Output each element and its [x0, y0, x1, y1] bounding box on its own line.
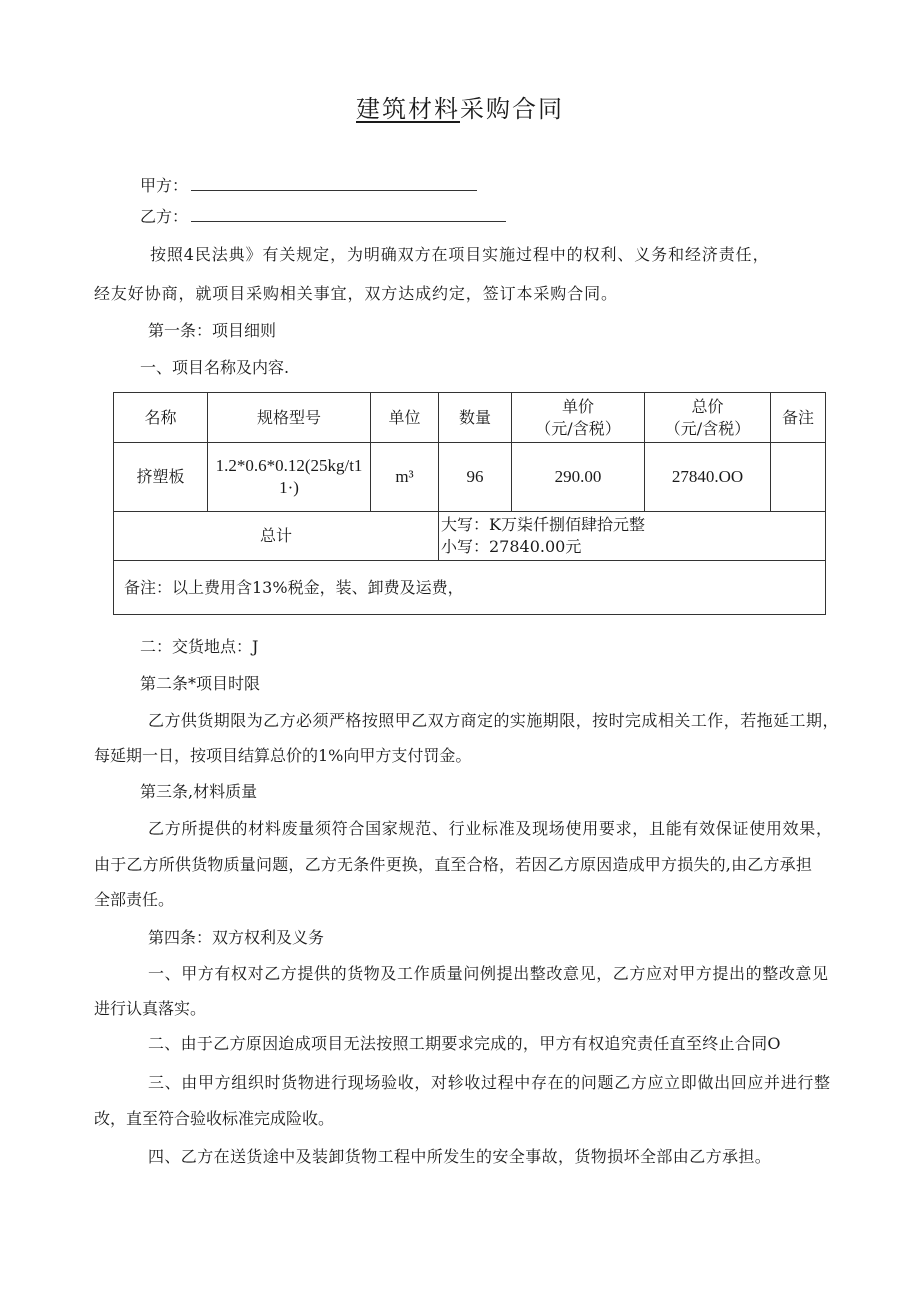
- article-3-heading: 第三条,材料质量: [140, 782, 258, 801]
- article-4-p1-line-1: 一、甲方有权对乙方提供的货物及工作质量问例提出整改意见，乙方应对甲方提出的整改意见: [148, 964, 829, 983]
- sum-label: 总计: [114, 512, 439, 561]
- article-3-line-1: 乙方所提供的材料废量须符合国家规范、行业标准及现场使用要求，且能有效保证使用效果，: [148, 819, 833, 838]
- section-1-heading: 一、项目名称及内容.: [140, 358, 290, 377]
- header-remark: 备注: [771, 393, 826, 443]
- cell-spec-line1: 1.2*0.6*0.12(25kg/t1: [215, 456, 363, 475]
- article-4-p4: 四、乙方在送货途中及装卸货物工程中所发生的安全事故，货物损坏全部由乙方承担。: [148, 1147, 772, 1166]
- article-3-line-3: 全部责任。: [94, 890, 175, 909]
- intro-line-1: 按照4民法典》有关规定，为明确双方在项目实施过程中的权利、义务和经济责任，: [150, 245, 770, 264]
- party-a-blank: [191, 190, 477, 191]
- article-4-heading: 第四条：双方权利及义务: [148, 928, 325, 947]
- party-b-blank: [191, 221, 506, 222]
- article-2-line-2: 每延期一日，按项目结算总价的1%向甲方支付罚金。: [94, 746, 472, 765]
- header-price-line2: （元/含税）: [535, 418, 621, 438]
- article-4-p1-line-2: 进行认真落实。: [94, 999, 207, 1018]
- table-sum-row: [114, 512, 826, 561]
- header-price-line1: 单价: [561, 396, 594, 416]
- header-unit: 单位: [371, 393, 439, 443]
- section-2-delivery: 二：交货地点：J: [140, 637, 259, 656]
- table-note-row: [114, 561, 826, 615]
- sum-amount: [439, 512, 826, 561]
- party-a-label: 甲方：: [140, 176, 189, 195]
- table-note: 备注：以上费用含13%税金，装、卸费及运费，: [114, 561, 826, 615]
- sum-lower: 小写：27840.00元: [441, 537, 582, 556]
- cell-remark: [771, 443, 826, 512]
- header-spec: 规格型号: [208, 393, 371, 443]
- title-underlined-part: 建筑材料: [356, 95, 460, 123]
- items-table: [113, 392, 826, 615]
- article-2-heading: 第二条*项目时限: [140, 674, 261, 693]
- article-1-heading: 第一条：项目细则: [148, 321, 277, 340]
- header-qty: 数量: [439, 393, 512, 443]
- intro-line-2: 经友好协商，就项目采购相关事宜，双方达成约定，签订本采购合同。: [94, 284, 618, 303]
- cell-unit: m³: [371, 443, 439, 512]
- sum-upper: 大写：K万柒仟捌佰肆拾元整: [441, 515, 645, 534]
- article-4-p3-line-1: 三、由甲方组织时货物进行现场验收，对轸收过程中存在的问题乙方应立即做出回应并进行整: [148, 1073, 831, 1092]
- cell-spec-line2: 1·): [279, 478, 299, 497]
- table-row: [114, 443, 826, 512]
- article-3-line-2: 由于乙方所供货物质量问题，乙方无条件更换，直至合格，若因乙方原因造成甲方损失的,由乙方承担: [94, 855, 813, 874]
- cell-qty: 96: [439, 443, 512, 512]
- document-title: [0, 94, 920, 124]
- title-rest: 采购合同: [460, 95, 564, 123]
- article-2-line-1: 乙方供货期限为乙方必须严格按照甲乙双方商定的实施期限，按时完成相关工作，若拖延工期，: [148, 711, 839, 730]
- header-total-line1: 总价: [691, 396, 724, 416]
- cell-total: 27840.OO: [645, 443, 771, 512]
- cell-spec: [208, 443, 371, 512]
- article-4-p3-line-2: 改，直至符合验收标准完成险收。: [94, 1109, 335, 1128]
- header-total-line2: （元/含税）: [664, 418, 751, 438]
- header-name: 名称: [114, 393, 208, 443]
- article-4-p2: 二、由于乙方原因迨成项目无法按照工期要求完成的，甲方有权追究责任直至终止合同O: [148, 1034, 781, 1053]
- header-total: [645, 393, 771, 443]
- party-b-label: 乙方：: [140, 207, 189, 226]
- header-price: [512, 393, 645, 443]
- cell-name: 挤塑板: [114, 443, 208, 512]
- cell-price: 290.00: [512, 443, 645, 512]
- table-header-row: [114, 393, 826, 443]
